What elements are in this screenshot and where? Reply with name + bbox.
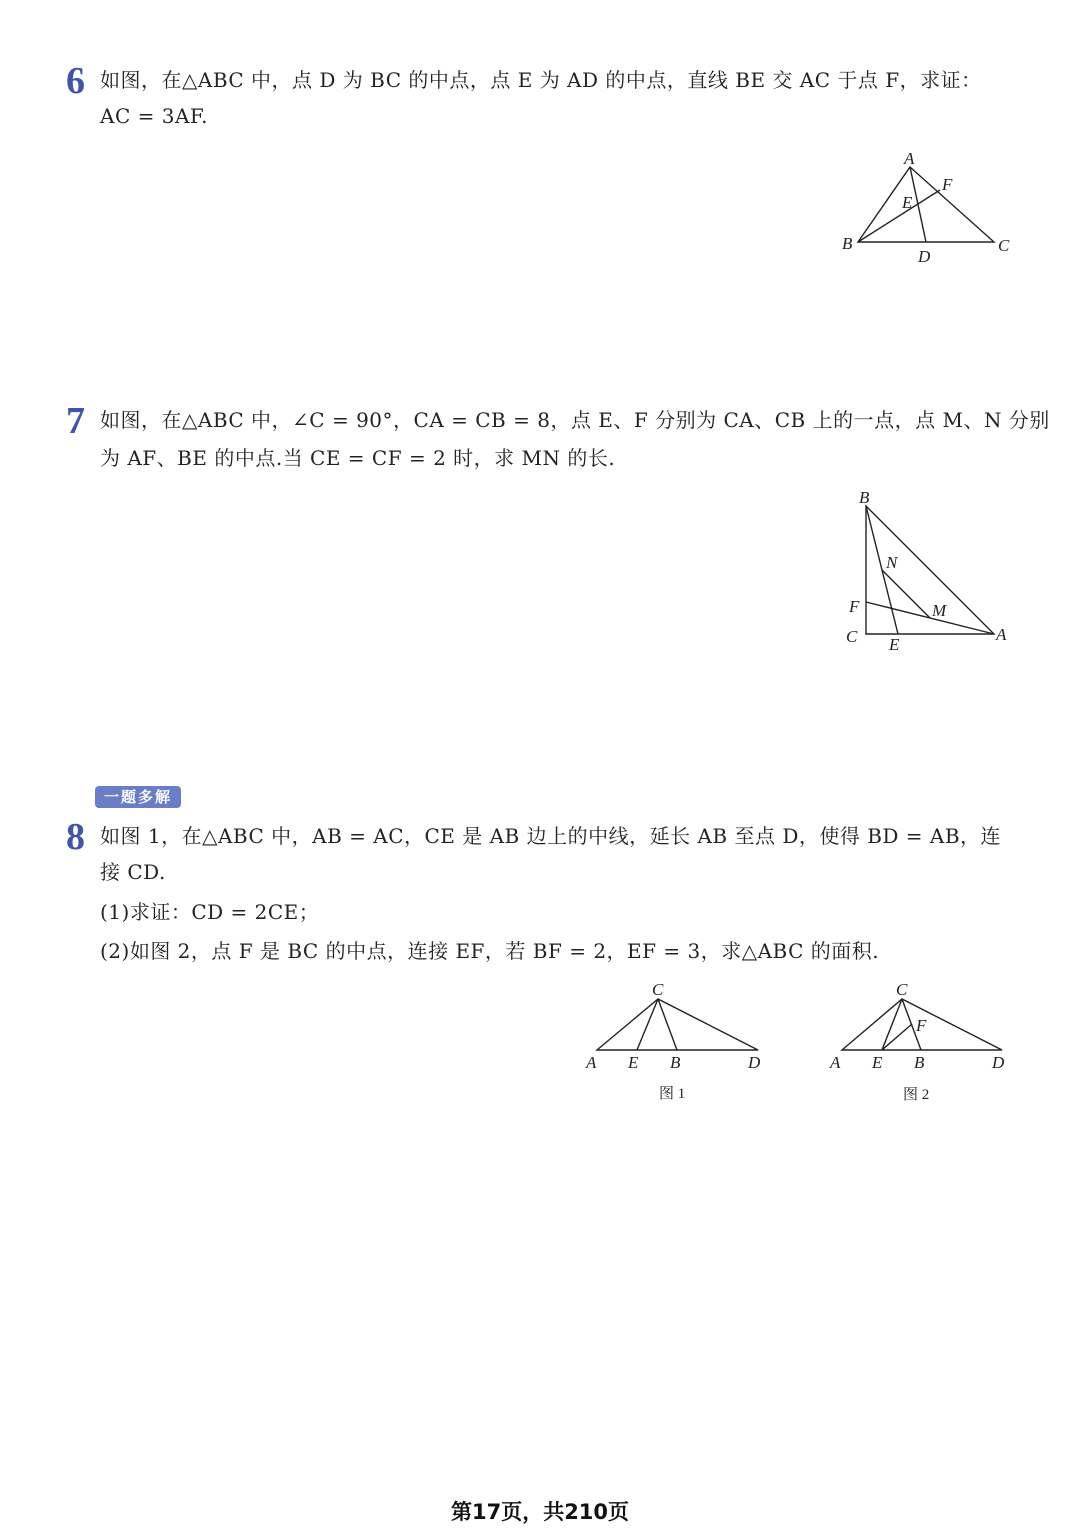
- problem-text-line: 接 CD.: [100, 860, 166, 884]
- label-e: E: [872, 1053, 883, 1072]
- label-a: A: [586, 1053, 597, 1072]
- problem-number: 8: [66, 816, 85, 858]
- figure-1-caption: 图 1: [659, 1086, 686, 1102]
- label-f: F: [916, 1016, 927, 1035]
- problem-text-line: 如图 1，在△ABC 中，AB = AC，CE 是 AB 边上的中线，延长 AB 至点 D，使得 BD = AB，连: [100, 824, 1002, 848]
- figure-2-caption: 图 2: [903, 1087, 930, 1103]
- label-b: B: [859, 488, 870, 507]
- problem-text-line: 如图，在△ABC 中，点 D 为 BC 的中点，点 E 为 AD 的中点，直线 BE 交 AC 于点 F，求证：: [100, 68, 982, 92]
- problem-text-line: (2)如图 2，点 F 是 BC 的中点，连接 EF，若 BF = 2，EF = 3，求△ABC 的面积.: [100, 939, 880, 963]
- label-f: F: [849, 597, 860, 616]
- label-c: C: [652, 980, 664, 999]
- page-footer: 第17页，共210页: [450, 1500, 630, 1524]
- label-m: M: [932, 601, 947, 620]
- label-e: E: [628, 1053, 639, 1072]
- label-a: A: [830, 1053, 841, 1072]
- problem-number: 6: [66, 60, 85, 102]
- problem-text-line: 如图，在△ABC 中，∠C = 90°，CA = CB = 8，点 E、F 分别为 CA、CB 上的一点，点 M、N 分别: [100, 408, 1050, 432]
- problem-text-line: (1)求证：CD = 2CE；: [100, 900, 320, 924]
- problem-number: 7: [66, 400, 85, 442]
- problem-text-line: AC = 3AF.: [100, 104, 209, 128]
- multi-solution-badge: 一题多解: [95, 786, 181, 808]
- label-e: E: [889, 635, 900, 654]
- label-b: B: [914, 1053, 925, 1072]
- problem-text-line: 为 AF、BE 的中点.当 CE = CF = 2 时，求 MN 的长.: [100, 446, 616, 470]
- label-d: D: [992, 1053, 1005, 1072]
- label-b: B: [842, 234, 853, 253]
- label-f: F: [942, 175, 953, 194]
- label-a: A: [996, 625, 1007, 644]
- label-b: B: [670, 1053, 681, 1072]
- label-a: A: [904, 149, 915, 168]
- label-c: C: [998, 236, 1010, 255]
- label-n: N: [886, 553, 898, 572]
- label-e: E: [902, 193, 913, 212]
- label-c: C: [846, 627, 858, 646]
- label-c: C: [896, 980, 908, 999]
- label-d: D: [748, 1053, 761, 1072]
- label-d: D: [918, 247, 931, 266]
